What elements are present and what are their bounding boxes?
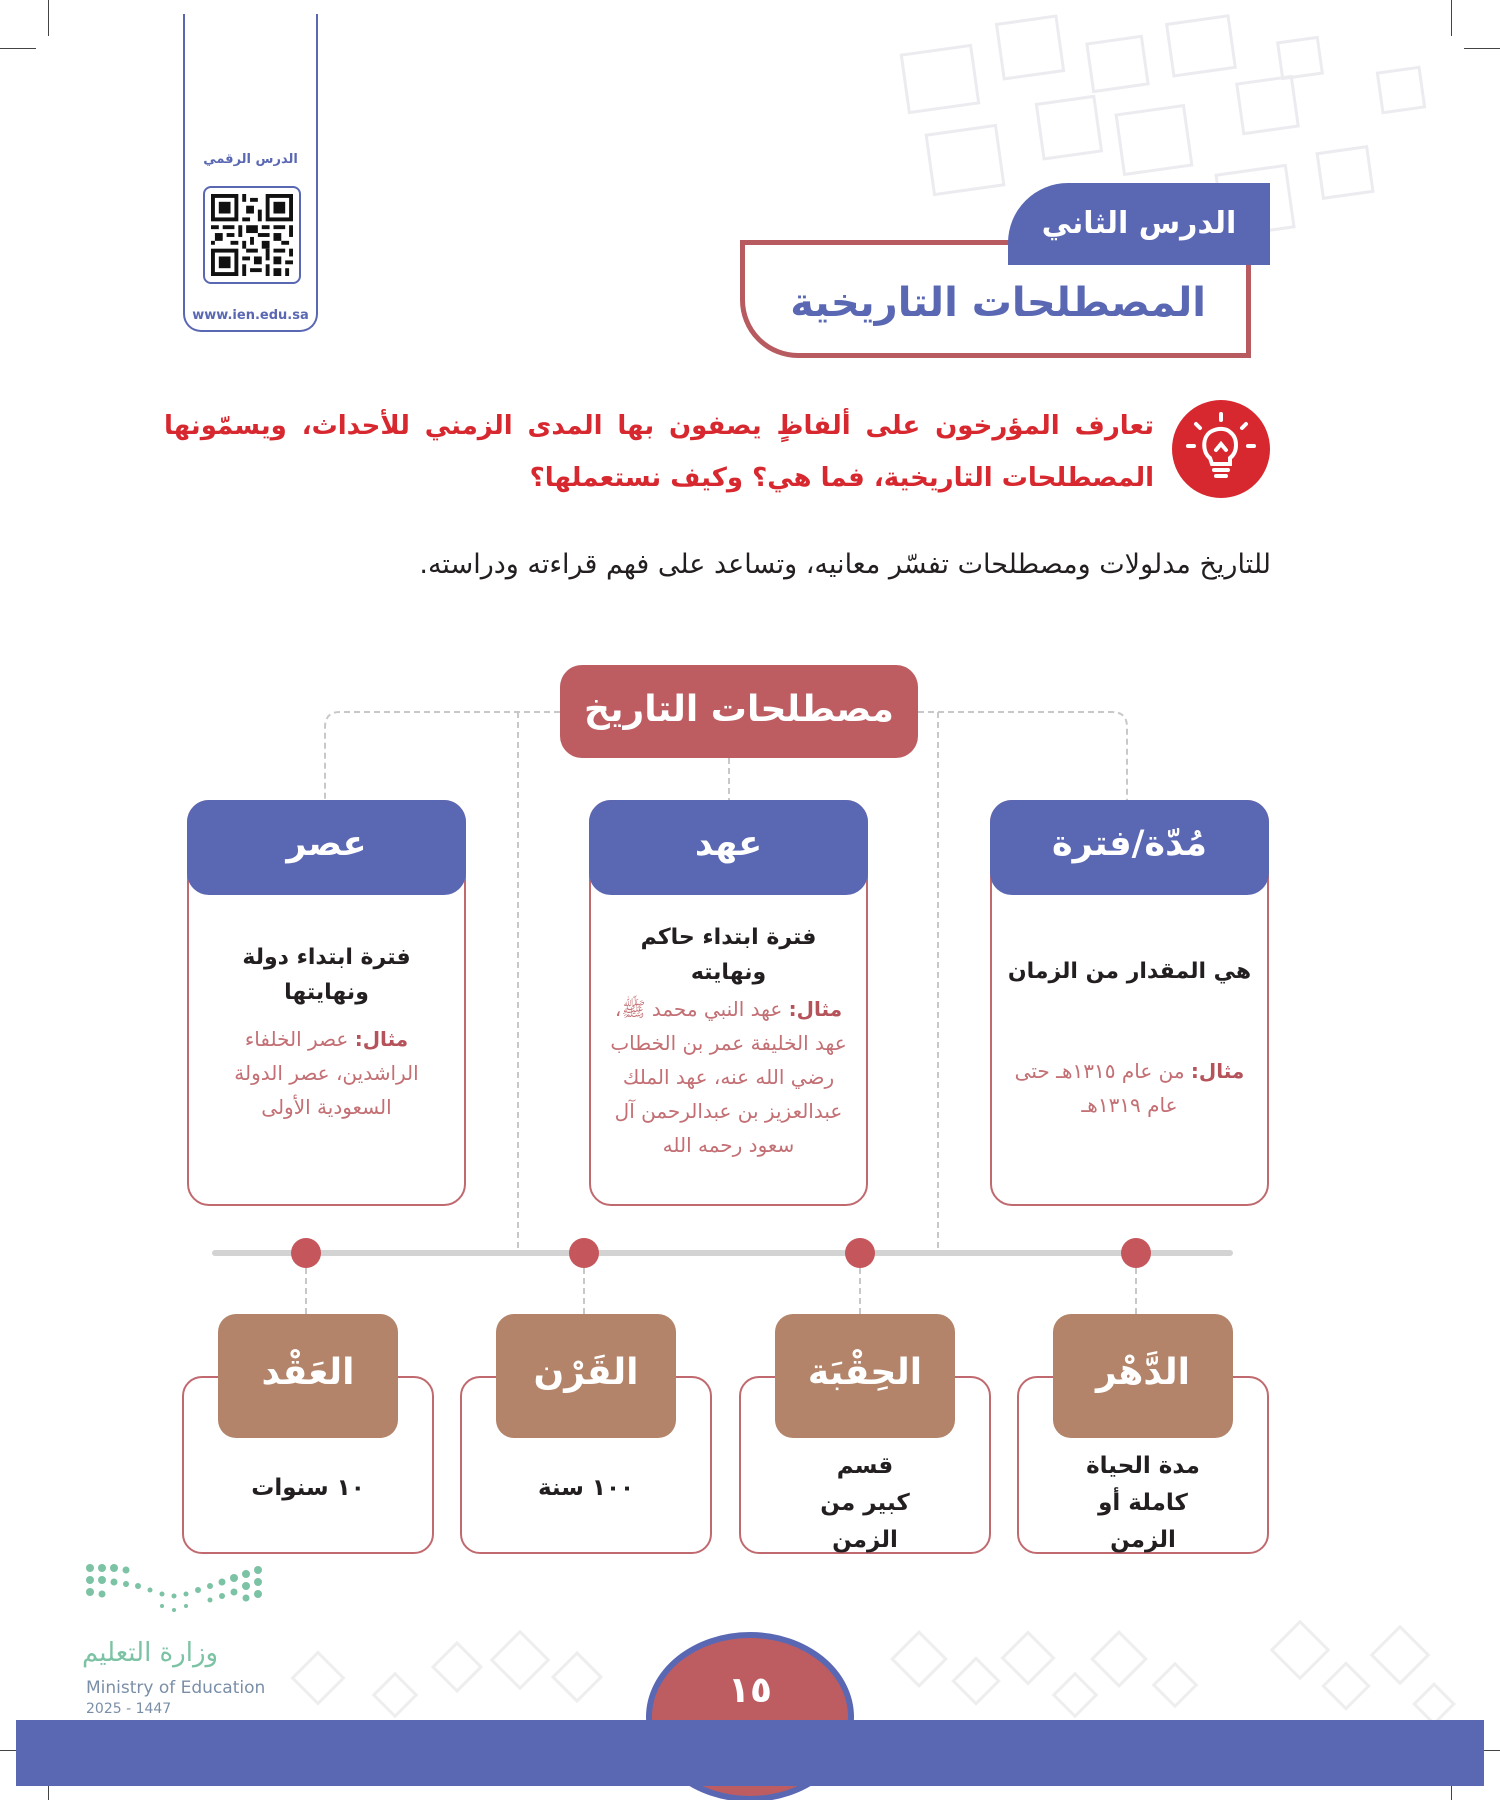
time-term-title-qarn: القَرْن bbox=[496, 1314, 676, 1438]
example-label: مثال: bbox=[1190, 1059, 1245, 1083]
term-card-definition: فترة ابتداء حاكم ونهايته bbox=[640, 925, 817, 985]
term-card-title: عصر bbox=[187, 800, 466, 895]
time-term-definition: قسم كبير من الزمن bbox=[820, 1453, 910, 1553]
ministry-logo bbox=[82, 1558, 272, 1718]
term-card-definition: هي المقدار من الزمان bbox=[1007, 959, 1252, 984]
edition-year: 2025 - 1447 bbox=[86, 1701, 172, 1717]
timeline-dot bbox=[291, 1238, 321, 1268]
time-term-title-aqd: العَقْد bbox=[218, 1314, 398, 1438]
example-label: مثال: bbox=[788, 997, 843, 1021]
term-card-definition: فترة ابتداء دولة ونهايتها bbox=[242, 945, 411, 1005]
page-number: ١٥ bbox=[728, 1670, 772, 1711]
term-card-example bbox=[1006, 1054, 1253, 1122]
term-card-era bbox=[187, 800, 466, 1206]
digital-lesson-label: الدرس الرقمي bbox=[203, 152, 298, 167]
example-text: عصر الخلفاء الراشدين، عصر الدولة السعودية الأولى bbox=[234, 1027, 419, 1119]
example-text: عهد النبي محمد ﷺ، عهد الخليفة عمر بن الخطاب رضي الله عنه، عهد الملك عبدالعزيز بن عبدالرحمن آل سعود رحمه الله bbox=[610, 997, 847, 1157]
chart-root-node: مصطلحات التاريخ bbox=[560, 665, 918, 758]
time-term-definition: ١٠٠ سنة bbox=[537, 1475, 635, 1501]
lesson-number-tab: الدرس الثاني bbox=[1008, 183, 1270, 265]
timeline-dot bbox=[569, 1238, 599, 1268]
example-label: مثال: bbox=[354, 1027, 409, 1051]
digital-lesson-url[interactable]: www.ien.edu.sa bbox=[192, 308, 309, 323]
timeline-dot bbox=[1121, 1238, 1151, 1268]
term-card-example bbox=[605, 992, 852, 1162]
ministry-name-english: Ministry of Education bbox=[86, 1678, 266, 1698]
lesson-title: المصطلحات التاريخية bbox=[790, 280, 1206, 326]
timeline-dot bbox=[845, 1238, 875, 1268]
ministry-name-arabic: وزارة التعليم bbox=[82, 1638, 219, 1668]
term-card-duration bbox=[990, 800, 1269, 1206]
footer-bar bbox=[16, 1720, 1484, 1786]
intro-body: للتاريخ مدلولات ومصطلحات تفسّر معانيه، وتساعد على فهم قراءته ودراسته. bbox=[419, 549, 1271, 580]
intro-question: تعارف المؤرخون على ألفاظٍ يصفون بها المدى الزمني للأحداث، ويسمّونها المصطلحات التاريخية، فما هي؟ وكيف نستعملها؟ bbox=[164, 411, 1154, 493]
term-card-title: عهد bbox=[589, 800, 868, 895]
term-card-reign bbox=[589, 800, 868, 1206]
term-card-example bbox=[203, 1022, 450, 1124]
time-term-definition: ١٠ سنوات bbox=[251, 1475, 365, 1501]
time-term-title-dahr: الدَّهْر bbox=[1053, 1314, 1233, 1438]
ministry-logo-icon bbox=[82, 1558, 272, 1628]
time-term-definition: مدة الحياة كاملة أو الزمن bbox=[1086, 1453, 1200, 1553]
term-card-title: مُدّة/فترة bbox=[990, 800, 1269, 895]
time-term-title-hiqba: الحِقْبَة bbox=[775, 1314, 955, 1438]
example-text: من عام ١٣١٥هـ حتى عام ١٣١٩هـ bbox=[1014, 1059, 1185, 1117]
